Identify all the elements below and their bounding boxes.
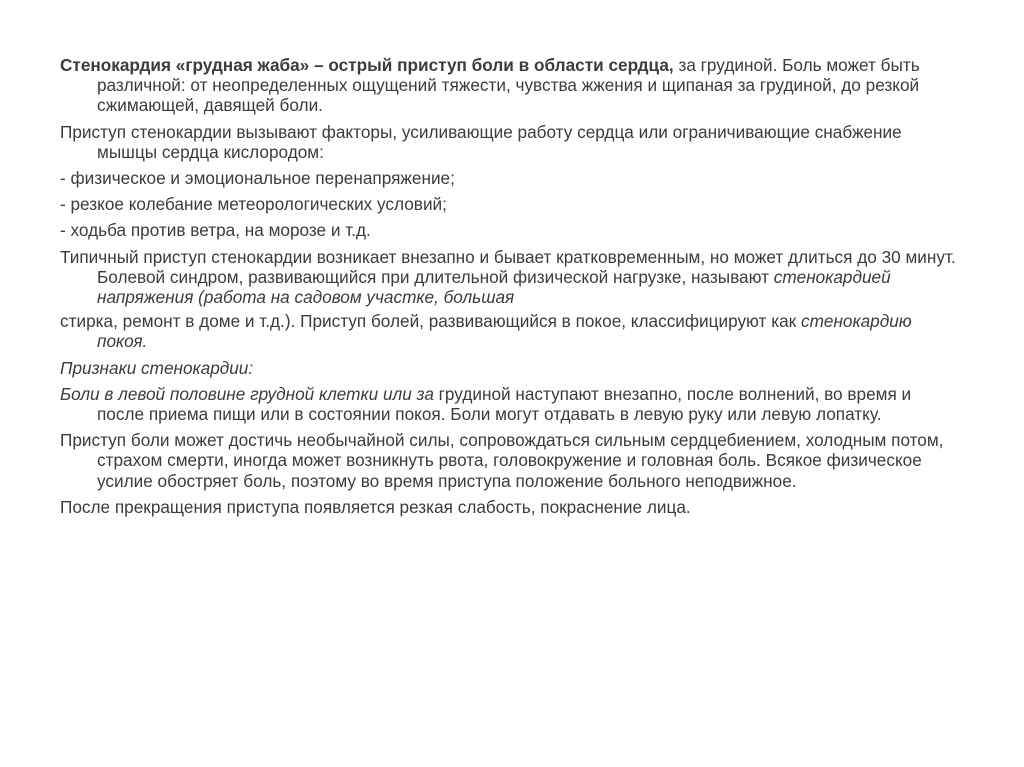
paragraph-signs-heading: Признаки стенокардии:: [60, 357, 254, 378]
list-item-cause-3: - ходьба против ветра, на морозе и т.д.: [60, 220, 371, 241]
rest-angina-text: стирка, ремонт в доме и т.д.). Приступ болей, развивающийся в покое, классифицируют как: [60, 311, 801, 332]
paragraph-attack-severity: Приступ боли может достичь необычайной силы, сопровождаться сильным сердцебиением, холодным потом, страхом смерти, иногда может возникнуть рвота, головокружение и головная боль. Всякое физическое усилие обостряет боль, поэтому во время приступа положение больного неподвижное.: [60, 430, 944, 491]
typical-attack-text: Типичный приступ стенокардии возникает внезапно и бывает кратковременным, но может длиться до 30 минут. Болевой синдром, развивающийся при длительной физической нагрузке, называют: [60, 246, 956, 287]
paragraph-causes: Приступ стенокардии вызывают факторы, усиливающие работу сердца или ограничивающие снабжение мышцы сердца кислородом:: [60, 121, 902, 162]
slide-content: [60, 55, 960, 523]
rest-angina-italic: стенокардию покоя.: [97, 311, 912, 352]
list-item-cause-1: - физическое и эмоциональное перенапряжение;: [60, 168, 455, 189]
paragraph-rest-angina: [60, 311, 960, 351]
paragraph-definition: [60, 55, 960, 116]
definition-text: за грудиной. Боль может быть различной: от неопределенных ощущений тяжести, чувства жжения и щипаная за грудиной, до резкой сжимающей, давящей боли.: [97, 55, 920, 116]
definition-bold-text: Стенокардия «грудная жаба» – острый приступ боли в области сердца,: [60, 55, 674, 75]
signs-italic: Боли в левой половине грудной клетки или за: [60, 383, 434, 404]
paragraph-signs: [60, 384, 960, 424]
list-item-cause-2: - резкое колебание метеорологических условий;: [60, 194, 447, 215]
signs-text: грудиной наступают внезапно, после волнений, во время и после приема пищи или в состоянии покоя. Боли могут отдавать в левую руку или левую лопатку.: [97, 383, 912, 425]
typical-attack-italic: стенокардией напряжения (работа на садовом участке, большая: [97, 266, 891, 308]
paragraph-typical-attack: [60, 247, 960, 308]
paragraph-after-attack: После прекращения приступа появляется резкая слабость, покраснение лица.: [60, 496, 691, 517]
